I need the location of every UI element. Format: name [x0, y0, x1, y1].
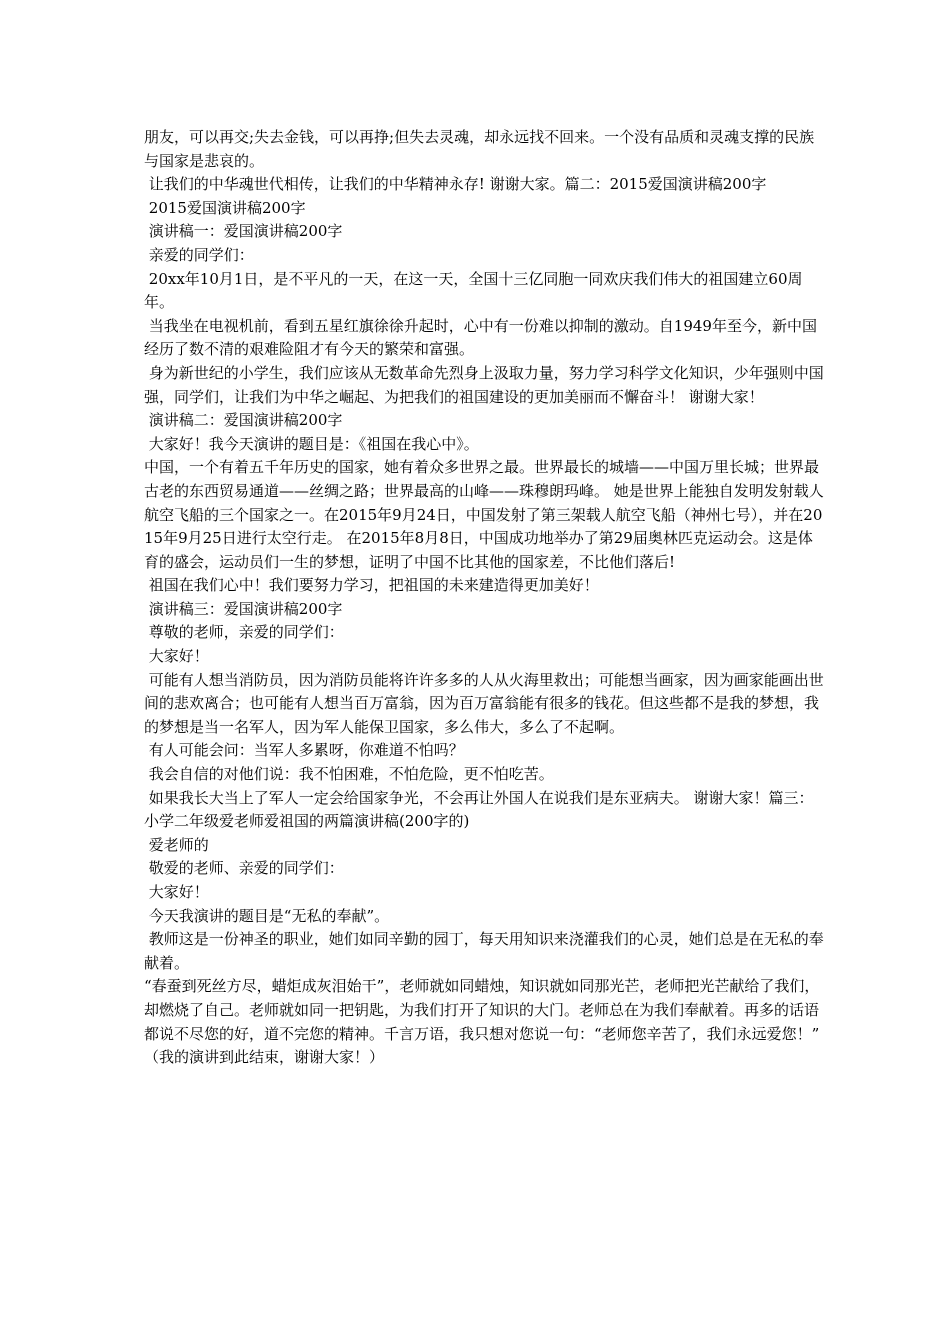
paragraph: 祖国在我们心中！我们要努力学习，把祖国的未来建造得更加美好！: [144, 576, 599, 595]
paragraph: 敬爱的老师、亲爱的同学们：: [144, 859, 344, 878]
paragraph: 2015爱国演讲稿200字: [144, 198, 306, 217]
paragraph: 教师这是一份神圣的职业，她们如同辛勤的园丁，每天用知识来浇灌我们的心灵，她们总是在无私的奉献着。: [144, 930, 824, 972]
paragraph: 20xx年10月1日，是不平凡的一天，在这一天，全国十三亿同胞一同欢庆我们伟大的祖国建立60周年。: [144, 269, 803, 312]
paragraph: 我会自信的对他们说：我不怕困难，不怕危险，更不怕吃苦。: [144, 765, 554, 784]
paragraph: 演讲稿二：爱国演讲稿200字: [144, 411, 343, 430]
paragraph: 大家好！: [144, 647, 209, 666]
paragraph: 亲爱的同学们：: [144, 245, 254, 264]
paragraph: 演讲稿三：爱国演讲稿200字: [144, 599, 343, 618]
paragraph: 如果我长大当上了军人一定会给国家争光，不会再让外国人在说我们是东亚病夫。 谢谢大家！篇三：小学二年级爱老师爱祖国的两篇演讲稿(200字的): [144, 788, 814, 831]
paragraph: 尊敬的老师，亲爱的同学们：: [144, 623, 344, 642]
paragraph: 大家好！我今天演讲的题目是：《祖国在我心中》。: [144, 434, 479, 453]
paragraph: 让我们的中华魂世代相传，让我们的中华精神永存! 谢谢大家。篇二：2015爱国演讲稿200字: [144, 175, 767, 194]
paragraph: 身为新世纪的小学生，我们应该从无数革命先烈身上汲取力量，努力学习科学文化知识，少年强则中国强，同学们，让我们为中华之崛起、为把我们的祖国建设的更加美丽而不懈奋斗！ 谢谢大家！: [144, 363, 824, 406]
paragraph: 朋友，可以再交;失去金钱，可以再挣;但失去灵魂，却永远找不回来。一个没有品质和灵魂支撑的民族与国家是悲哀的。: [144, 128, 815, 170]
paragraph: 当我坐在电视机前，看到五星红旗徐徐升起时，心中有一份难以抑制的激动。自1949年至今，新中国经历了数不清的艰难险阻才有今天的繁荣和富强。: [144, 316, 817, 359]
paragraph: 爱老师的: [144, 835, 209, 854]
paragraph: 演讲稿一：爱国演讲稿200字: [144, 222, 343, 241]
document-body: [144, 126, 824, 1070]
paragraph: 中国，一个有着五千年历史的国家，她有着众多世界之最。世界最长的城墙——中国万里长城；世界最古老的东西贸易通道——丝绸之路；世界最高的山峰——珠穆朗玛峰。 她是世界上能独自发明发射载人航空飞船的三个国家之一。在2015年9月24日，中国发射了第三架载人航空飞船（神州七号），并在2015年9月25日进行太空行走。 在2015年8月8日，中国成功地举办了第29届奥林匹克运动会。这是体育的盛会，运动员们一生的梦想，证明了中国不比其他的国家差，不比他们落后!: [144, 458, 824, 571]
paragraph: 可能有人想当消防员，因为消防员能将许许多多的人从火海里救出；可能想当画家，因为画家能画出世间的悲欢离合；也可能有人想当百万富翁，因为百万富翁能有很多的钱花。但这些都不是我的梦想，我的梦想是当一名军人，因为军人能保卫国家，多么伟大，多么了不起啊。: [144, 670, 824, 736]
paragraph: 大家好！: [144, 883, 209, 901]
paragraph: 今天我演讲的题目是“无私的奉献”。: [144, 906, 390, 925]
paragraph: 有人可能会问：当军人多累呀，你难道不怕吗？: [144, 741, 464, 760]
paragraph: “春蚕到死丝方尽，蜡炬成灰泪始干”，老师就如同蜡烛，知识就如同那光芒，老师把光芒献给了我们，却燃烧了自己。老师就如同一把钥匙，为我们打开了知识的大门。老师总在为我们奉献着。再多的话语都说不尽您的好，道不完您的精神。千言万语，我只想对您说一句：“老师您辛苦了，我们永远爱您！” （我的演讲到此结束，谢谢大家！）: [144, 977, 825, 1067]
